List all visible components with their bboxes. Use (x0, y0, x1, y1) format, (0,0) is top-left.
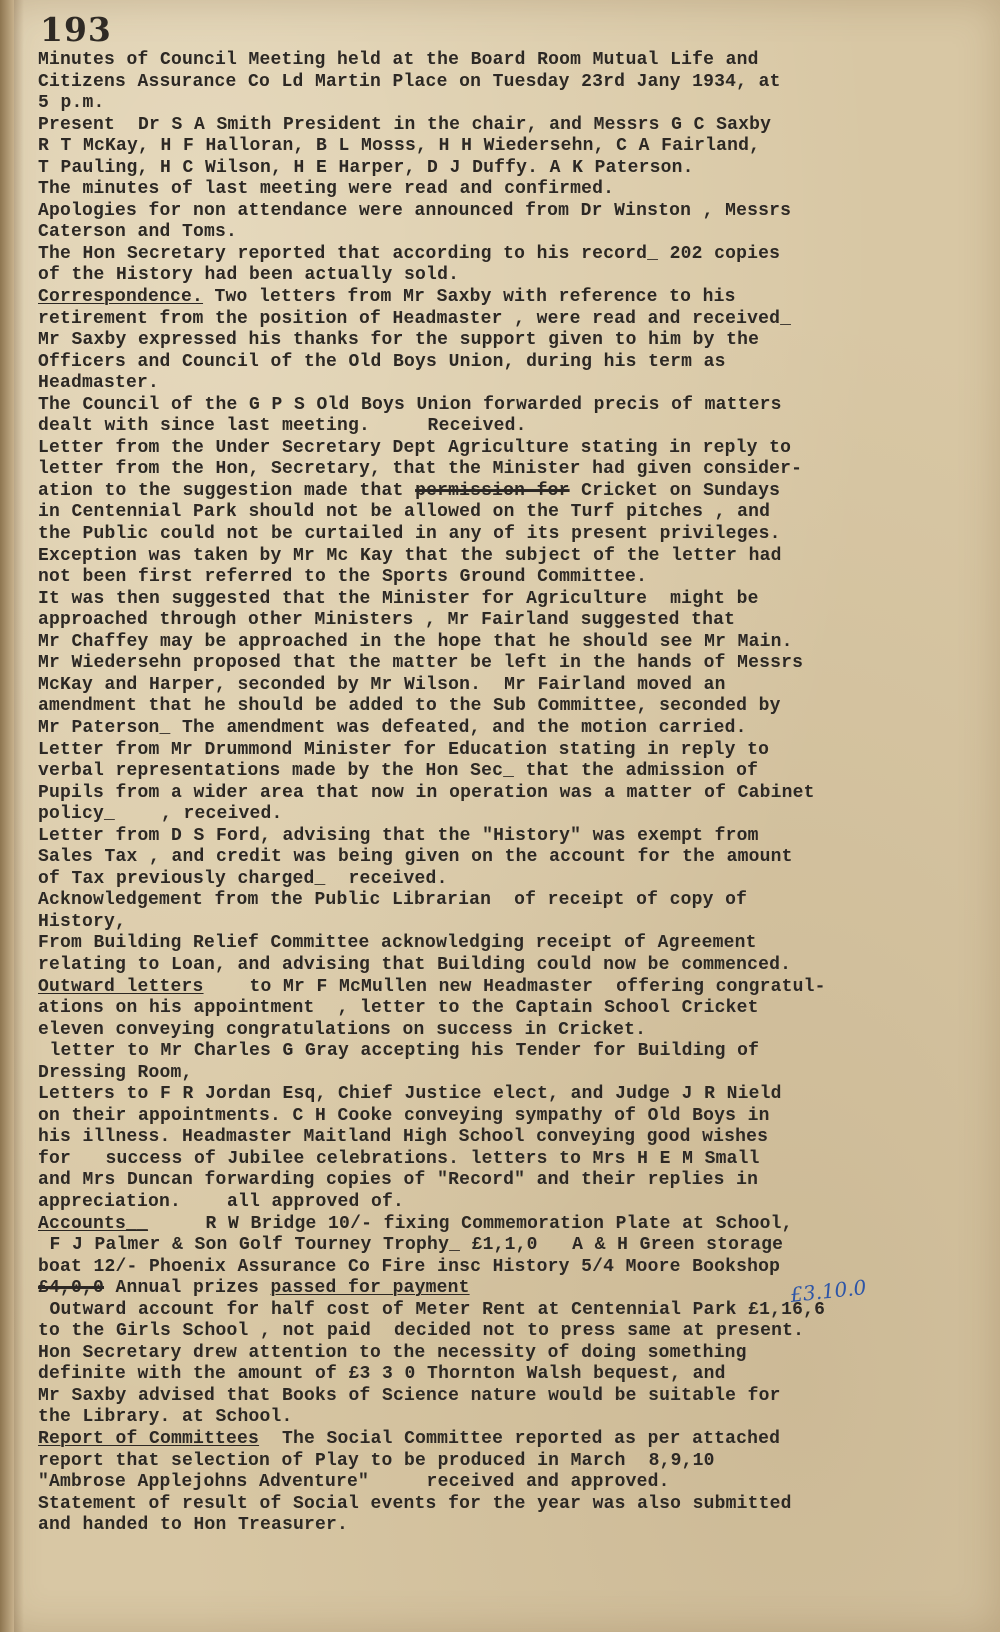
minutes-text-run: Cricket on Sundays (569, 480, 781, 501)
minutes-line (38, 352, 988, 374)
minutes-line (38, 1472, 988, 1494)
minutes-text-run: Mr Paterson_ The amendment was defeated, and the motion carried. (38, 717, 747, 738)
minutes-text-run: "Ambrose Applejohns Adventure" received and approved. (38, 1472, 670, 1493)
minutes-line (38, 653, 988, 675)
minutes-text-run: Annual prizes (104, 1278, 271, 1299)
minutes-text-run: Letter from the Under Secretary Dept Agriculture stating in reply to (38, 437, 792, 458)
minutes-text-run: Dressing Room, (38, 1062, 193, 1083)
minutes-line (38, 912, 988, 934)
minutes-text-run: It was then suggested that the Minister for Agriculture might be (38, 588, 759, 609)
minutes-line (38, 1343, 988, 1365)
underlined-heading: Correspondence. (38, 287, 204, 308)
minutes-line (38, 395, 988, 417)
minutes-text-run: R W Bridge 10/- fixing Commemoration Plate at School, (148, 1213, 793, 1234)
minutes-line (38, 481, 988, 503)
minutes-line (38, 115, 988, 137)
minutes-line (38, 955, 988, 977)
minutes-text-run: approached through other Ministers , Mr Fairland suggested that (38, 610, 736, 631)
minutes-text-run: The Council of the G P S Old Boys Union forwarded precis of matters (38, 394, 782, 415)
minutes-line (38, 330, 988, 352)
minutes-line (38, 1106, 988, 1128)
minutes-text-run: Letter from Mr Drummond Minister for Education stating in reply to (38, 739, 770, 760)
underlined-heading: Accounts__ (38, 1213, 149, 1234)
minutes-text-run: and Mrs Duncan forwarding copies of "Record" and their replies in (38, 1170, 759, 1191)
minutes-text-run: Outward account for half cost of Meter Rent at Centennial Park £1,16,6 (38, 1299, 826, 1320)
struck-text: £4,0,0 (38, 1278, 105, 1299)
minutes-line (38, 309, 988, 331)
minutes-text-run: letter from the Hon, Secretary, that the Minister had given consider- (38, 459, 803, 480)
minutes-text-run: letter to Mr Charles G Gray accepting his Tender for Building of (38, 1041, 760, 1062)
minutes-text-run: F J Palmer & Son Golf Tourney Trophy_ £1,1,0 A & H Green storage (38, 1235, 784, 1256)
minutes-line (38, 287, 988, 309)
minutes-line (38, 158, 988, 180)
book-binding (0, 0, 14, 1632)
minutes-line (38, 222, 988, 244)
minutes-line (38, 524, 988, 546)
minutes-line (38, 93, 988, 115)
minutes-text-run: Pupils from a wider area that now in operation was a matter of Cabinet (38, 782, 815, 803)
minutes-text-run: Mr Saxby expressed his thanks for the support given to him by the (38, 330, 760, 351)
minutes-line (38, 1494, 988, 1516)
minutes-text-run: The minutes of last meeting were read and confirmed. (38, 179, 615, 200)
minutes-text-run: Mr Saxby advised that Books of Science nature would be suitable for (38, 1385, 781, 1406)
minutes-text-run: ation to the suggestion made that (38, 480, 416, 501)
minutes-line (38, 546, 988, 568)
minutes-line (38, 1214, 988, 1236)
minutes-text-run: to Mr F McMullen new Headmaster offering congratul- (203, 976, 826, 997)
minutes-text-run: From Building Relief Committee acknowledging receipt of Agreement (38, 933, 757, 954)
minutes-text (38, 50, 988, 1537)
minutes-text-run: relating to Loan, and advising that Building could now be commenced. (38, 954, 792, 975)
minutes-line (38, 201, 988, 223)
minutes-text-run: retirement from the position of Headmaster , were read and received_ (38, 308, 792, 329)
minutes-line (38, 459, 988, 481)
minutes-text-run: Sales Tax , and credit was being given on the account for the amount (38, 847, 793, 868)
minutes-text-run: policy_ , received. (38, 804, 283, 825)
underlined-heading: Report of Committees (38, 1429, 260, 1449)
minutes-line (38, 136, 988, 158)
minutes-line (38, 1407, 988, 1429)
struck-text: permission for (415, 480, 570, 501)
minutes-line (38, 1192, 988, 1214)
minutes-text-run: for success of Jubilee celebrations. letters to Mrs H E M Small (38, 1148, 760, 1169)
minutes-text-run: on their appointments. C H Cooke conveying sympathy of Old Boys in (38, 1105, 770, 1126)
minutes-text-run: and handed to Hon Treasurer. (38, 1515, 349, 1536)
minutes-line (38, 696, 988, 718)
minutes-line (38, 977, 988, 999)
minutes-line (38, 869, 988, 891)
minutes-line (38, 1127, 988, 1149)
minutes-text-run: Mr Chaffey may be approached in the hope that he should see Mr Main. (38, 631, 793, 652)
minutes-text-run: his illness. Headmaster Maitland High School conveying good wishes (38, 1127, 769, 1148)
minutes-line (38, 1429, 988, 1451)
minutes-line (38, 1451, 988, 1473)
minutes-line (38, 373, 988, 395)
minutes-line (38, 847, 988, 869)
minutes-line (38, 1364, 988, 1386)
minutes-line (38, 1515, 988, 1537)
minutes-line (38, 1041, 988, 1063)
minutes-line (38, 718, 988, 740)
minutes-text-run: definite with the amount of £3 3 0 Thornton Walsh bequest, and (38, 1364, 726, 1385)
minutes-text-run: Officers and Council of the Old Boys Union, during his term as (38, 351, 726, 372)
minutes-line (38, 804, 988, 826)
minutes-text-run: Letters to F R Jordan Esq, Chief Justice elect, and Judge J R Nield (38, 1084, 782, 1105)
minutes-text-run: Exception was taken by Mr Mc Kay that the subject of the letter had (38, 545, 782, 566)
minutes-text-run: Two letters from Mr Saxby with reference to his (203, 287, 736, 308)
minutes-text-run: Letter from D S Ford, advising that the "History" was exempt from (38, 825, 759, 846)
minutes-line (38, 1149, 988, 1171)
minutes-line (38, 567, 988, 589)
minutes-text-run: Present Dr S A Smith President in the chair, and Messrs G C Saxby (38, 114, 772, 135)
minutes-text-run: appreciation. all approved of. (38, 1191, 405, 1212)
minutes-line (38, 1386, 988, 1408)
minutes-line (38, 72, 988, 94)
minutes-line (38, 826, 988, 848)
minutes-line (38, 998, 988, 1020)
underlined-heading: passed for payment (270, 1278, 470, 1299)
minutes-text-run: dealt with since last meeting. Received. (38, 416, 527, 437)
minutes-text-run: the Library. at School. (38, 1407, 293, 1428)
minutes-text-run: Acknowledgement from the Public Librarian of receipt of copy of (38, 890, 748, 911)
minutes-line (38, 244, 988, 266)
minutes-line (38, 50, 988, 72)
minutes-text-run: Apologies for non attendance were announced from Dr Winston , Messrs (38, 200, 792, 221)
minutes-line (38, 610, 988, 632)
minutes-text-run: eleven conveying congratulations on success in Cricket. (38, 1019, 647, 1040)
minutes-line (38, 1084, 988, 1106)
minutes-line (38, 1300, 988, 1322)
minutes-line (38, 632, 988, 654)
minutes-text-run: of Tax previously charged_ received. (38, 868, 448, 889)
page-number: 193 (40, 10, 112, 49)
minutes-text-run: Caterson and Toms. (38, 222, 238, 243)
minutes-text-run: ations on his appointment , letter to the Captain School Cricket (38, 998, 759, 1019)
minutes-line (38, 740, 988, 762)
minutes-text-run: to the Girls School , not paid decided not to press same at present. (38, 1321, 805, 1342)
minutes-text-run: in Centennial Park should not be allowed on the Turf pitches , and (38, 502, 771, 523)
minutes-text-run: The Hon Secretary reported that according to his record_ 202 copies (38, 243, 781, 264)
minutes-text-run: Minutes of Council Meeting held at the Board Room Mutual Life and (38, 50, 759, 70)
minutes-line (38, 502, 988, 524)
minutes-line (38, 1020, 988, 1042)
underlined-heading: Outward letters (38, 976, 204, 997)
minutes-line (38, 783, 988, 805)
minutes-line (38, 179, 988, 201)
minutes-text-run: Citizens Assurance Co Ld Martin Place on Tuesday 23rd Jany 1934, at (38, 71, 781, 92)
minutes-text-run: Headmaster. (38, 373, 160, 394)
minutes-text-run: of the History had been actually sold. (38, 265, 460, 286)
minutes-line (38, 1063, 988, 1085)
minutes-text-run: Mr Wiedersehn proposed that the matter be left in the hands of Messrs (38, 653, 804, 674)
minutes-text-run: Statement of result of Social events for the year was also submitted (38, 1493, 792, 1514)
minutes-text-run: The Social Committee reported as per attached (259, 1429, 781, 1449)
minutes-line (38, 1257, 988, 1279)
minutes-line (38, 1170, 988, 1192)
minutes-line (38, 675, 988, 697)
minutes-text-run: History, (38, 911, 127, 932)
minutes-text-run: T Pauling, H C Wilson, H E Harper, D J Duffy. A K Paterson. (38, 157, 694, 178)
minutes-text-run: amendment that he should be added to the Sub Committee, seconded by (38, 696, 781, 717)
handwritten-amount: £3.10.0 (788, 1275, 868, 1307)
minutes-text-run: McKay and Harper, seconded by Mr Wilson. Mr Fairland moved an (38, 674, 726, 695)
minutes-text-run: boat 12/- Phoenix Assurance Co Fire insc History 5/4 Moore Bookshop (38, 1256, 781, 1277)
minutes-text-run: not been first referred to the Sports Ground Committee. (38, 567, 648, 588)
minutes-text-run: the Public could not be curtailed in any of its present privileges. (38, 524, 781, 545)
minutes-text-run: report that selection of Play to be produced in March 8,9,10 (38, 1450, 715, 1471)
minutes-line (38, 1321, 988, 1343)
minutes-text-run: 5 p.m. (38, 93, 105, 114)
page-fold-shadow (14, 0, 24, 1632)
minutes-line (38, 890, 988, 912)
minutes-line (38, 438, 988, 460)
minutes-text-run: R T McKay, H F Halloran, B L Mosss, H H Wiedersehn, C A Fairland, (38, 136, 761, 157)
minutes-text-run: Hon Secretary drew attention to the necessity of doing something (38, 1342, 747, 1363)
minutes-line (38, 416, 988, 438)
minutes-line (38, 933, 988, 955)
minutes-line (38, 265, 988, 287)
minutes-line (38, 761, 988, 783)
minutes-line (38, 1235, 988, 1257)
minutes-text-run: verbal representations made by the Hon Sec_ that the admission of (38, 761, 759, 782)
minutes-line (38, 589, 988, 611)
